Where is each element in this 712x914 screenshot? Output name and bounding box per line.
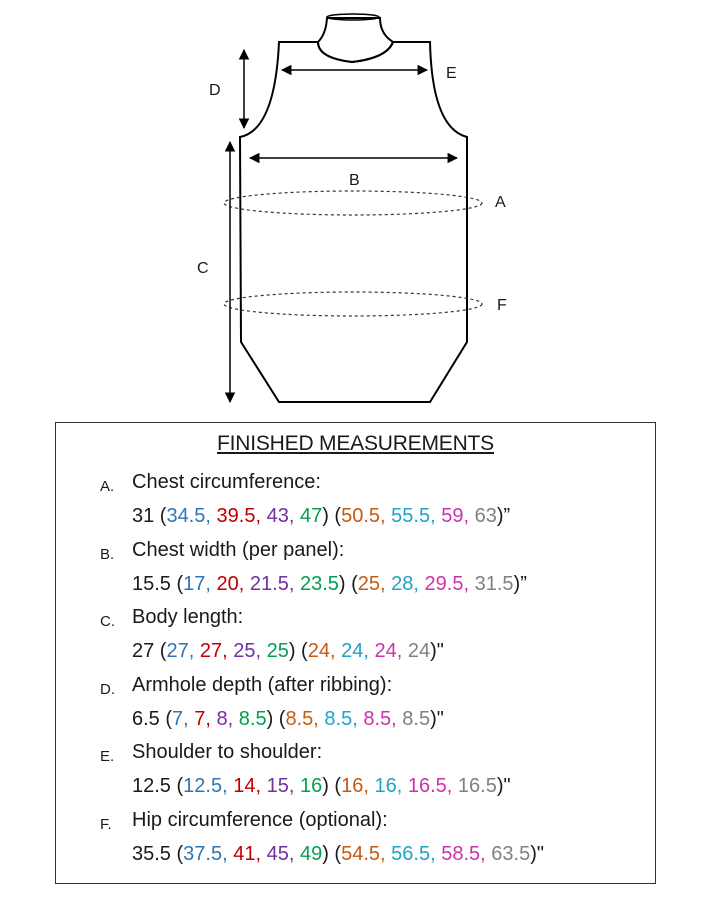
comma: ,	[363, 775, 375, 797]
measurement-item	[56, 729, 655, 797]
measurement-values	[132, 775, 511, 798]
collar-outline	[318, 18, 393, 62]
size-value: 35.5	[132, 842, 171, 865]
punctuation: ) (	[322, 505, 342, 527]
comma: ,	[352, 707, 364, 730]
measurement-item	[56, 594, 655, 662]
unit-mark: "	[536, 842, 545, 865]
size-value: 24	[374, 640, 397, 662]
size-value: 27	[199, 640, 223, 662]
punctuation: (	[170, 775, 184, 797]
punctuation: )	[513, 572, 521, 595]
size-value: 25	[266, 640, 289, 662]
comma: ,	[255, 505, 267, 527]
measurement-values	[132, 573, 527, 596]
garment-outline	[240, 42, 467, 402]
label-b: B	[349, 172, 360, 189]
measurement-values	[132, 640, 444, 663]
size-value: 15.5	[132, 572, 171, 595]
comma: ,	[329, 640, 342, 662]
measurement-item	[56, 662, 655, 730]
size-value: 47	[299, 505, 323, 527]
label-e: E	[446, 65, 457, 82]
size-value: 8.5	[324, 707, 353, 730]
measurement-label: Armhole depth (after ribbing):	[132, 673, 393, 696]
measurement-letter: C.	[100, 613, 115, 630]
size-value: 37.5	[183, 842, 223, 865]
size-value: 24	[307, 640, 330, 662]
punctuation: ) (	[322, 842, 342, 865]
garment-schematic	[0, 0, 712, 420]
punctuation: ) (	[288, 640, 308, 662]
comma: ,	[288, 505, 300, 527]
size-value: 24	[407, 640, 431, 662]
measurement-letter: F.	[100, 815, 112, 833]
size-value: 54.5	[341, 842, 381, 865]
size-value: 8.5	[238, 707, 267, 730]
size-value: 45	[266, 842, 289, 865]
unit-mark: "	[436, 707, 444, 730]
measurement-letter: A.	[100, 478, 115, 495]
size-value: 12.5	[183, 775, 223, 797]
size-value: 8	[216, 707, 228, 730]
measurement-values	[132, 843, 544, 866]
label-d: D	[209, 82, 221, 99]
size-value: 31.5	[474, 572, 514, 595]
comma: ,	[255, 842, 267, 865]
size-value: 28	[391, 572, 414, 595]
measurement-label: Body length:	[132, 606, 244, 628]
size-value: 12.5	[132, 775, 171, 797]
unit-mark: "	[436, 640, 444, 662]
comma: ,	[463, 505, 475, 527]
chest-circumference-loop	[224, 191, 482, 215]
comma: ,	[205, 505, 217, 527]
comma: ,	[205, 707, 217, 730]
comma: ,	[255, 640, 267, 662]
comma: ,	[380, 505, 392, 527]
comma: ,	[227, 707, 239, 730]
size-value: 31	[132, 505, 155, 527]
comma: ,	[288, 775, 300, 797]
size-value: 27	[132, 640, 155, 662]
size-value: 6.5	[132, 707, 160, 730]
label-c: C	[197, 260, 209, 277]
comma: ,	[188, 640, 200, 662]
size-value: 8.5	[285, 707, 314, 730]
size-value: 34.5	[166, 505, 206, 527]
comma: ,	[396, 775, 408, 797]
size-value: 8.5	[402, 707, 431, 730]
size-value: 39.5	[216, 505, 256, 527]
measurement-label: Chest circumference:	[132, 471, 321, 493]
measurement-item	[56, 797, 655, 865]
comma: ,	[463, 572, 475, 595]
comma: ,	[480, 842, 492, 865]
size-value: 25	[357, 572, 381, 595]
label-f: F	[497, 297, 507, 314]
punctuation: )	[496, 775, 504, 797]
punctuation: )	[530, 842, 537, 865]
comma: ,	[430, 842, 442, 865]
measurement-letter: E.	[100, 748, 115, 765]
size-value: 16.5	[457, 775, 497, 797]
size-value: 17	[183, 572, 206, 595]
measurement-item	[56, 527, 655, 595]
comma: ,	[313, 707, 325, 730]
size-value: 63	[474, 505, 497, 527]
table-title: FINISHED MEASUREMENTS	[217, 432, 494, 455]
comma: ,	[238, 572, 250, 595]
comma: ,	[183, 707, 195, 730]
punctuation: ) (	[266, 707, 286, 730]
punctuation: (	[170, 572, 184, 595]
punctuation: (	[159, 707, 173, 730]
size-value: 16	[374, 775, 397, 797]
size-value: 23.5	[299, 572, 339, 595]
size-value: 21.5	[249, 572, 289, 595]
comma: ,	[222, 775, 234, 797]
size-value: 63.5	[491, 842, 531, 865]
comma: ,	[380, 842, 392, 865]
size-value: 24	[341, 640, 364, 662]
size-value: 59	[441, 505, 464, 527]
size-value: 56.5	[391, 842, 431, 865]
comma: ,	[391, 707, 403, 730]
comma: ,	[396, 640, 408, 662]
punctuation: (	[154, 640, 167, 662]
punctuation: )	[430, 707, 437, 730]
punctuation: (	[154, 505, 167, 527]
comma: ,	[413, 572, 425, 595]
measurement-label: Shoulder to shoulder:	[132, 741, 323, 763]
size-value: 15	[266, 775, 289, 797]
size-value: 14	[233, 775, 256, 797]
size-value: 50.5	[341, 505, 381, 527]
measurement-letter: D.	[100, 680, 115, 698]
measurement-item	[56, 459, 655, 527]
comma: ,	[446, 775, 458, 797]
comma: ,	[205, 572, 217, 595]
size-value: 29.5	[424, 572, 464, 595]
comma: ,	[430, 505, 442, 527]
measurements-table	[55, 422, 656, 884]
size-value: 16	[299, 775, 323, 797]
label-a: A	[495, 194, 506, 211]
size-value: 16	[341, 775, 364, 797]
measurement-letter: B.	[100, 545, 115, 563]
comma: ,	[222, 842, 234, 865]
unit-mark: ”	[503, 505, 511, 527]
comma: ,	[288, 842, 300, 865]
size-value: 49	[299, 842, 323, 865]
comma: ,	[363, 640, 375, 662]
size-value: 25	[233, 640, 256, 662]
hip-circumference-loop	[224, 292, 482, 316]
size-value: 8.5	[363, 707, 392, 730]
comma: ,	[222, 640, 234, 662]
punctuation: ) (	[322, 775, 342, 797]
unit-mark: ”	[520, 572, 527, 595]
measurement-label: Chest width (per panel):	[132, 538, 345, 561]
unit-mark: "	[503, 775, 511, 797]
comma: ,	[380, 572, 392, 595]
punctuation: ) (	[338, 572, 358, 595]
size-value: 16.5	[407, 775, 447, 797]
measurement-label: Hip circumference (optional):	[132, 808, 388, 831]
punctuation: )	[430, 640, 437, 662]
comma: ,	[288, 572, 300, 595]
size-value: 20	[216, 572, 239, 595]
size-value: 7	[194, 707, 206, 730]
punctuation: )	[496, 505, 504, 527]
size-value: 27	[166, 640, 189, 662]
size-value: 7	[172, 707, 184, 730]
size-value: 55.5	[391, 505, 431, 527]
comma: ,	[255, 775, 267, 797]
size-value: 43	[266, 505, 289, 527]
measurement-values	[132, 505, 510, 528]
punctuation: (	[170, 842, 184, 865]
measurement-values	[132, 708, 444, 731]
size-value: 58.5	[441, 842, 481, 865]
size-value: 41	[233, 842, 256, 865]
